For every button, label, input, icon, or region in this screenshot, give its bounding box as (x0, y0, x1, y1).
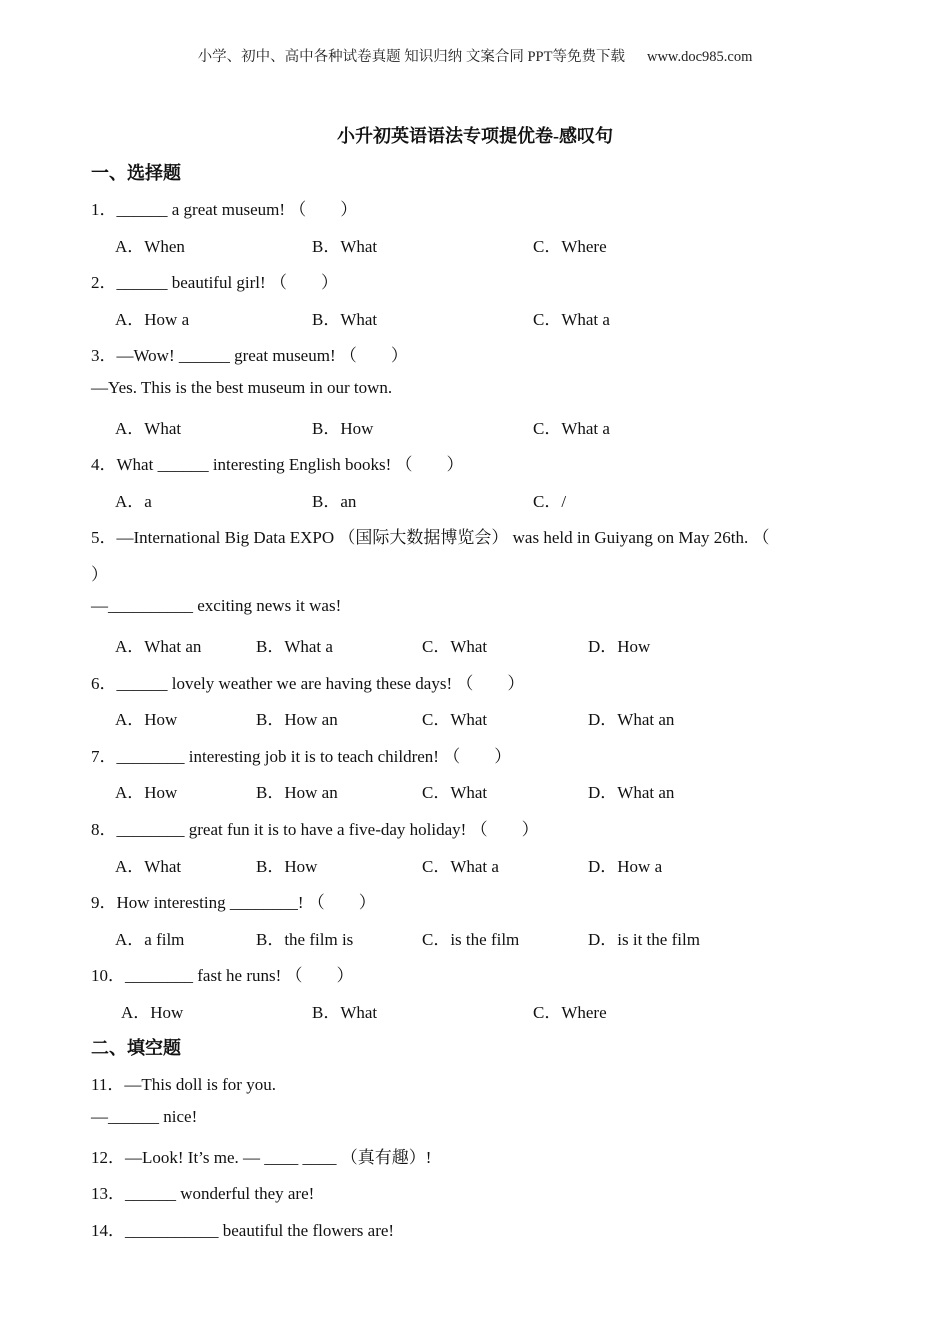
page-title: 小升初英语语法专项提优卷-感叹句 (337, 126, 613, 146)
question-6-option-d: D．What an (588, 710, 675, 729)
question-10-option-c: C．Where (533, 1003, 607, 1022)
question-5-stem-reply: —__________ exciting news it was! (91, 596, 342, 615)
question-7-option-a: A．How (115, 783, 178, 802)
question-7-stem: 7．________ interesting job it is to teach children! （ ） (91, 747, 512, 766)
question-5-option-a: A．What an (115, 637, 202, 656)
question-2-stem: 2．______ beautiful girl! （ ） (91, 273, 338, 292)
header-site: www.doc985.com (646, 49, 753, 65)
question-8-option-c: C．What a (422, 857, 499, 876)
question-1-option-a: A．When (115, 237, 185, 256)
question-9-option-c: C．is the film (422, 930, 520, 949)
question-4-option-c: C．/ (533, 492, 567, 511)
question-7-option-d: D．What an (588, 783, 675, 802)
question-4-stem: 4．What ______ interesting English books! （ ） (91, 455, 464, 474)
question-8-option-a: A．What (115, 857, 182, 876)
question-12-stem: 12．—Look! It’s me. — ____ ____ （真有趣）! (91, 1148, 432, 1167)
question-7-option-c: C．What (422, 783, 488, 802)
question-6-option-a: A．How (115, 710, 178, 729)
question-11-stem-reply: —______ nice! (91, 1107, 198, 1126)
question-8-option-b: B．How (256, 857, 318, 876)
question-6-option-b: B．How an (256, 710, 338, 729)
question-4-option-a: A．a (115, 492, 152, 511)
question-2-option-c: C．What a (533, 310, 610, 329)
question-1-option-b: B．What (312, 237, 378, 256)
header-text: 小学、初中、高中各种试卷真题 知识归纳 文案合同 PPT等免费下载 (197, 49, 625, 65)
question-10-option-a: A．How (121, 1003, 184, 1022)
question-5-stem: 5．—International Big Data EXPO （国际大数据博览会） was held in Guiyang on May 26th. （ (91, 528, 770, 547)
question-11-stem: 11．—This doll is for you. (91, 1075, 276, 1094)
question-5-stem-cont: ） (91, 565, 108, 584)
question-1-stem: 1．______ a great museum! （ ） (91, 200, 358, 219)
question-3-stem: 3．—Wow! ______ great museum! （ ） (91, 346, 408, 365)
question-10-stem: 10．________ fast he runs! （ ） (91, 966, 354, 985)
question-9-option-b: B．the film is (256, 930, 354, 949)
question-7-option-b: B．How an (256, 783, 338, 802)
question-5-option-c: C．What (422, 637, 488, 656)
question-1-option-c: C．Where (533, 237, 607, 256)
section-heading-choice: 一、选择题 (91, 163, 181, 183)
question-13-stem: 13．______ wonderful they are! (91, 1184, 315, 1203)
question-3-option-b: B．How (312, 419, 374, 438)
question-3-option-a: A．What (115, 419, 182, 438)
question-9-stem: 9．How interesting ________! （ ） (91, 893, 376, 912)
question-4-option-b: B．an (312, 492, 357, 511)
question-6-stem: 6．______ lovely weather we are having these days! （ ） (91, 674, 525, 693)
question-8-stem: 8．________ great fun it is to have a five-day holiday! （ ） (91, 820, 539, 839)
page-header (0, 45, 950, 66)
question-3-stem-reply: —Yes. This is the best museum in our town. (91, 378, 393, 397)
question-9-option-d: D．is it the film (588, 930, 700, 949)
question-8-option-d: D．How a (588, 857, 663, 876)
question-9-option-a: A．a film (115, 930, 185, 949)
question-2-option-a: A．How a (115, 310, 190, 329)
question-6-option-c: C．What (422, 710, 488, 729)
question-14-stem: 14．___________ beautiful the flowers are! (91, 1221, 395, 1240)
question-5-option-b: B．What a (256, 637, 333, 656)
section-heading-fill: 二、填空题 (91, 1038, 181, 1058)
question-10-option-b: B．What (312, 1003, 378, 1022)
question-5-option-d: D．How (588, 637, 651, 656)
question-3-option-c: C．What a (533, 419, 610, 438)
question-2-option-b: B．What (312, 310, 378, 329)
